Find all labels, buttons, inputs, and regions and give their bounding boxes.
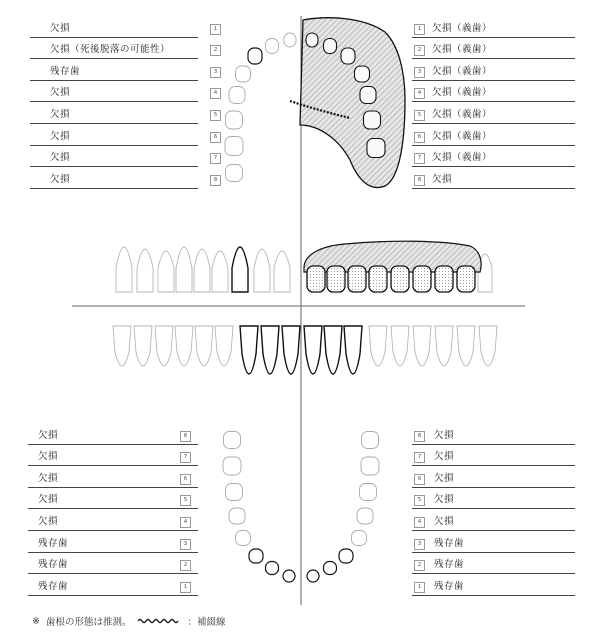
tooth-number-box: 7	[414, 153, 425, 164]
upper-left-denture-lateral-tooth	[307, 266, 325, 292]
upper-right-lateral-tooth	[116, 247, 132, 292]
tooth-status-label: 欠損（義歯）	[432, 87, 493, 99]
tooth-status-label: 欠損	[38, 472, 59, 484]
upper-right-occlusal-tooth	[229, 87, 245, 104]
footnote	[32, 614, 226, 628]
tooth-number-box: 4	[414, 517, 425, 528]
tooth-number-box: 8	[414, 175, 425, 186]
upper-left-denture-tooth	[367, 139, 385, 158]
lower-remaining-anterior-tooth	[344, 326, 362, 374]
lower-left-occlusal-tooth	[362, 432, 379, 449]
tooth-status-label: 残存歯	[434, 559, 465, 571]
lower-left-lateral-tooth	[391, 326, 409, 366]
lower-right-occlusal-tooth	[236, 531, 251, 546]
tooth-number-box: 5	[210, 110, 221, 121]
lower-right-occlusal-tooth	[249, 549, 263, 563]
upper-left-denture-tooth	[360, 87, 376, 104]
tooth-status-label: 欠損	[50, 108, 71, 120]
tooth-status-label: 残存歯	[38, 537, 69, 549]
tooth-number-box: 8	[180, 431, 191, 442]
tooth-status-label: 欠損	[434, 429, 455, 441]
upper-left-denture-lateral-tooth	[457, 266, 475, 292]
tooth-number-box: 7	[210, 153, 221, 164]
tooth-number-box: 2	[180, 560, 191, 571]
upper-left-denture-tooth	[364, 111, 381, 129]
lower-right-lateral-tooth	[134, 326, 152, 366]
lower-remaining-anterior-tooth	[240, 326, 258, 374]
upper-right-occlusal-tooth	[226, 111, 243, 129]
tooth-number-box: 6	[414, 474, 425, 485]
upper-left-denture-lateral-tooth	[327, 266, 345, 292]
tooth-status-label: 欠損	[50, 173, 71, 185]
lower-right-lateral-tooth	[113, 326, 131, 366]
lower-left-occlusal-tooth	[307, 570, 319, 582]
tooth-status-label: 欠損	[38, 515, 59, 527]
lower-right-lateral-tooth	[215, 326, 233, 366]
lower-remaining-anterior-tooth	[282, 326, 300, 374]
lower-right-lateral-tooth	[175, 326, 193, 366]
tooth-status-label: 欠損	[50, 87, 71, 99]
tooth-status-label: 欠損（死後脱落の可能性）	[50, 44, 171, 56]
lower-left-lateral-tooth	[479, 326, 497, 366]
footnote-text: 歯根の形態は推測。	[45, 617, 132, 628]
tooth-status-label: 欠損（義歯）	[432, 44, 493, 56]
lower-left-occlusal-tooth	[352, 531, 367, 546]
tooth-number-box: 4	[210, 88, 221, 99]
lower-right-lateral-tooth	[195, 326, 213, 366]
tooth-status-label: 欠損（義歯）	[432, 152, 493, 164]
lower-right-occlusal-tooth	[283, 570, 295, 582]
tooth-number-box: 7	[414, 452, 425, 463]
tooth-number-box: 3	[414, 67, 425, 78]
lower-remaining-anterior-tooth	[261, 326, 279, 374]
tooth-number-box: 6	[414, 132, 425, 143]
upper-left-denture-lateral-tooth	[413, 266, 431, 292]
tooth-status-label: 欠損（義歯）	[432, 65, 493, 77]
lower-right-occlusal-tooth	[226, 484, 243, 501]
lower-left-occlusal-tooth	[324, 562, 337, 575]
tooth-status-label: 残存歯	[38, 580, 69, 592]
tooth-number-box: 3	[210, 67, 221, 78]
tooth-number-box: 6	[180, 474, 191, 485]
tooth-status-label: 欠損	[434, 451, 455, 463]
lower-left-occlusal-tooth	[339, 549, 353, 563]
tooth-status-label: 欠損	[434, 494, 455, 506]
upper-left-denture-lateral-tooth	[369, 266, 387, 292]
tooth-number-box: 5	[414, 110, 425, 121]
lower-remaining-anterior-tooth	[324, 326, 342, 374]
upper-right-lateral-tooth	[158, 251, 174, 292]
upper-left-denture-lateral-tooth	[391, 266, 409, 292]
tooth-status-label: 欠損	[38, 494, 59, 506]
lower-left-occlusal-tooth	[357, 508, 373, 524]
upper-right-occlusal-tooth	[225, 137, 243, 156]
tooth-status-label: 欠損	[50, 130, 71, 142]
upper-right-lateral-tooth	[176, 247, 192, 292]
upper-right-occlusal-tooth	[284, 33, 296, 47]
lower-left-lateral-tooth	[457, 326, 475, 366]
lower-lateral-view	[113, 326, 497, 374]
upper-left-denture-tooth	[341, 48, 355, 64]
tooth-number-box: 3	[180, 539, 191, 550]
tooth-number-box: 5	[414, 495, 425, 506]
tooth-number-box: 7	[180, 452, 191, 463]
tooth-status-label: 欠損	[434, 515, 455, 527]
lower-right-occlusal-tooth	[229, 508, 245, 524]
upper-right-occlusal-tooth	[248, 48, 262, 64]
lower-left-occlusal-tooth	[360, 484, 377, 501]
lower-left-occlusal-tooth	[361, 457, 379, 475]
lower-right-occlusal-tooth	[266, 562, 279, 575]
lower-left-lateral-tooth	[369, 326, 387, 366]
upper-left-denture-tooth	[324, 39, 337, 54]
upper-right-lateral-tooth	[137, 249, 153, 292]
tooth-number-box: 1	[414, 24, 425, 35]
tooth-number-box: 4	[414, 88, 425, 99]
lower-right-occlusal-tooth	[224, 432, 241, 449]
lower-right-lateral-tooth	[155, 326, 173, 366]
tooth-status-label: 欠損（義歯）	[432, 130, 493, 142]
upper-lateral-left-teeth	[307, 266, 475, 292]
upper-right-occlusal-tooth	[236, 66, 251, 82]
tooth-number-box: 2	[210, 45, 221, 56]
lower-remaining-anterior-tooth	[304, 326, 322, 374]
tooth-status-label: 残存歯	[38, 559, 69, 571]
tooth-number-box: 1	[414, 582, 425, 593]
lower-left-lateral-tooth	[413, 326, 431, 366]
tooth-number-box: 3	[414, 539, 425, 550]
upper-left-denture-lateral-tooth	[435, 266, 453, 292]
tooth-status-label: 欠損	[38, 429, 59, 441]
tooth-status-label: 欠損	[50, 152, 71, 164]
tooth-number-box: 1	[180, 582, 191, 593]
tooth-status-label: 欠損	[50, 22, 71, 34]
tooth-number-box: 1	[210, 24, 221, 35]
upper-right-occlusal-tooth	[266, 39, 279, 54]
tooth-status-label: 欠損（義歯）	[432, 108, 493, 120]
tooth-number-box: 5	[180, 495, 191, 506]
upper-right-lateral-tooth	[274, 251, 290, 292]
upper-right-lateral-tooth	[254, 249, 270, 292]
upper-occlusal-view	[225, 33, 296, 182]
tooth-number-box: 8	[414, 431, 425, 442]
tooth-number-box: 8	[210, 175, 221, 186]
tooth-status-label: 欠損	[434, 472, 455, 484]
tooth-number-box: 2	[414, 45, 425, 56]
prosthetic-line-legend-icon	[137, 617, 181, 625]
upper-right-lateral-tooth	[212, 251, 228, 292]
tooth-status-label: 欠損（義歯）	[432, 22, 493, 34]
footnote-mark: ※	[32, 615, 40, 627]
tooth-status-label: 欠損	[38, 451, 59, 463]
upper-left-denture-lateral-tooth	[348, 266, 366, 292]
tooth-number-box: 2	[414, 560, 425, 571]
upper-right-lateral-tooth	[194, 249, 210, 292]
tooth-status-label: 残存歯	[50, 65, 81, 77]
footnote-legend-label: ：補綴線	[187, 617, 226, 628]
tooth-status-label: 残存歯	[434, 537, 465, 549]
upper-right-lateral-tooth	[232, 247, 248, 292]
tooth-number-box: 4	[180, 517, 191, 528]
tooth-status-label: 欠損	[432, 173, 453, 185]
upper-left-denture-tooth	[355, 66, 370, 82]
tooth-status-label: 残存歯	[434, 580, 465, 592]
upper-left-denture-tooth	[306, 33, 318, 47]
tooth-number-box: 6	[210, 132, 221, 143]
upper-right-occlusal-tooth	[226, 165, 243, 182]
lower-right-occlusal-tooth	[223, 457, 241, 475]
lower-left-lateral-tooth	[435, 326, 453, 366]
